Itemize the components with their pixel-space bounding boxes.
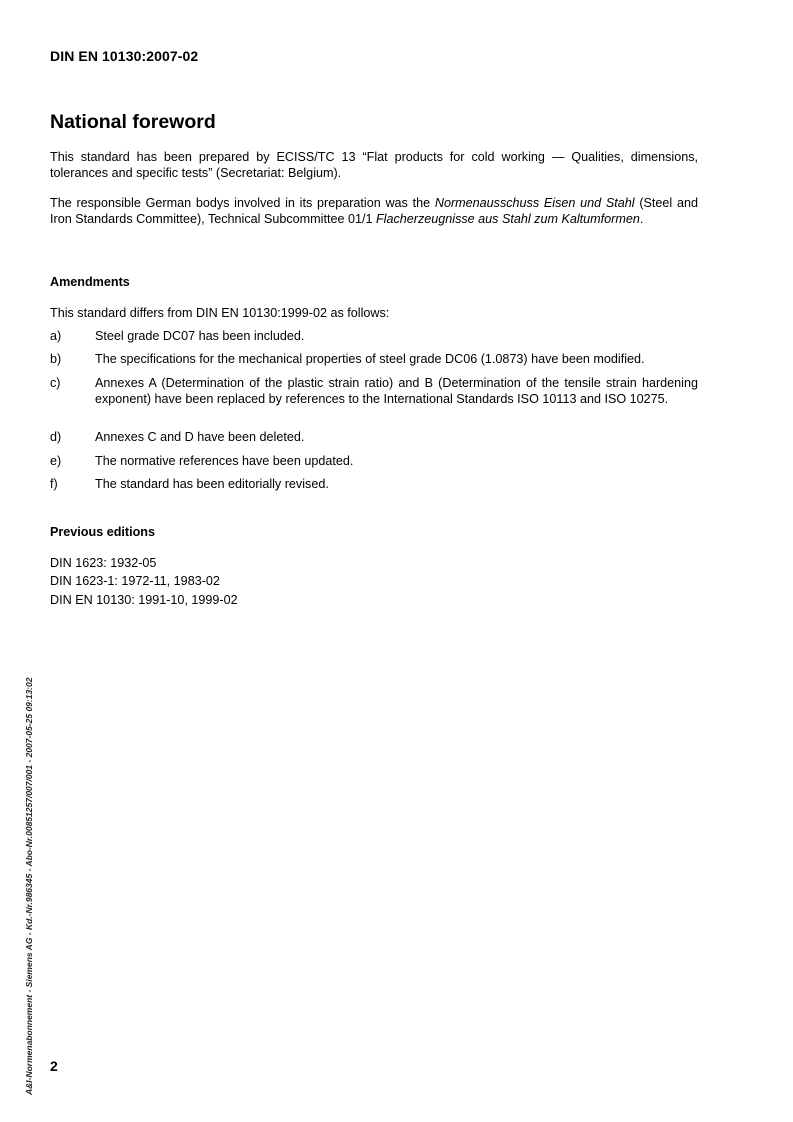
previous-editions-heading: Previous editions <box>50 525 155 539</box>
amendments-intro: This standard differs from DIN EN 10130:1999-02 as follows: <box>50 306 390 320</box>
edition-line: DIN 1623-1: 1972-11, 1983-02 <box>50 574 220 588</box>
license-side-note: A&I-Normenabonnement - Siemens AG - Kd.-Nr.986345 - Abo-Nr.00851257/007/001 - 2007-05-25 09:13:02 <box>24 677 34 1095</box>
list-item-marker: b) <box>50 352 62 366</box>
foreword-paragraph-2-text-a: The responsible German bodys involved in its preparation was the <box>50 196 435 210</box>
edition-line: DIN 1623: 1932-05 <box>50 556 157 570</box>
amendments-heading: Amendments <box>50 275 130 289</box>
list-item-text: The standard has been editorially revised. <box>95 477 329 491</box>
list-item-marker: c) <box>50 376 61 390</box>
foreword-paragraph-2 <box>50 196 698 227</box>
edition-line: DIN EN 10130: 1991-10, 1999-02 <box>50 593 238 607</box>
page-title: National foreword <box>50 111 216 133</box>
list-item-marker: d) <box>50 430 62 444</box>
list-item-text: Annexes C and D have been deleted. <box>95 430 305 444</box>
list-item-marker: e) <box>50 454 62 468</box>
committee-name-german: Normenausschuss Eisen und Stahl <box>434 196 635 210</box>
list-item-text: Annexes A (Determination of the plastic strain ratio) and B (Determination of the tensile strain hardening exponent) have been replaced by references to the International Standards ISO 10113 and ISO 10275. <box>95 376 698 406</box>
list-item-text: Steel grade DC07 has been included. <box>95 329 305 343</box>
page-number: 2 <box>50 1058 58 1074</box>
foreword-paragraph-1: This standard has been prepared by ECISS/TC 13 “Flat products for cold working — Qualities, dimensions, tolerances and specific tests” (Secretariat: Belgium). <box>50 150 698 180</box>
foreword-paragraph-2-text-b: (Steel and Iron Standards Committee), Technical Subcommittee 01/1 <box>50 196 698 226</box>
list-item-marker: a) <box>50 329 62 343</box>
list-item-text: The normative references have been updated. <box>95 454 354 468</box>
list-item-text: The specifications for the mechanical properties of steel grade DC06 (1.0873) have been modified. <box>95 352 645 366</box>
document-code: DIN EN 10130:2007-02 <box>50 48 199 64</box>
list-item-marker: f) <box>50 477 58 491</box>
subcommittee-name-german: Flacherzeugnisse aus Stahl zum Kaltumformen <box>375 211 640 226</box>
foreword-paragraph-2-text-c: . <box>639 211 644 226</box>
